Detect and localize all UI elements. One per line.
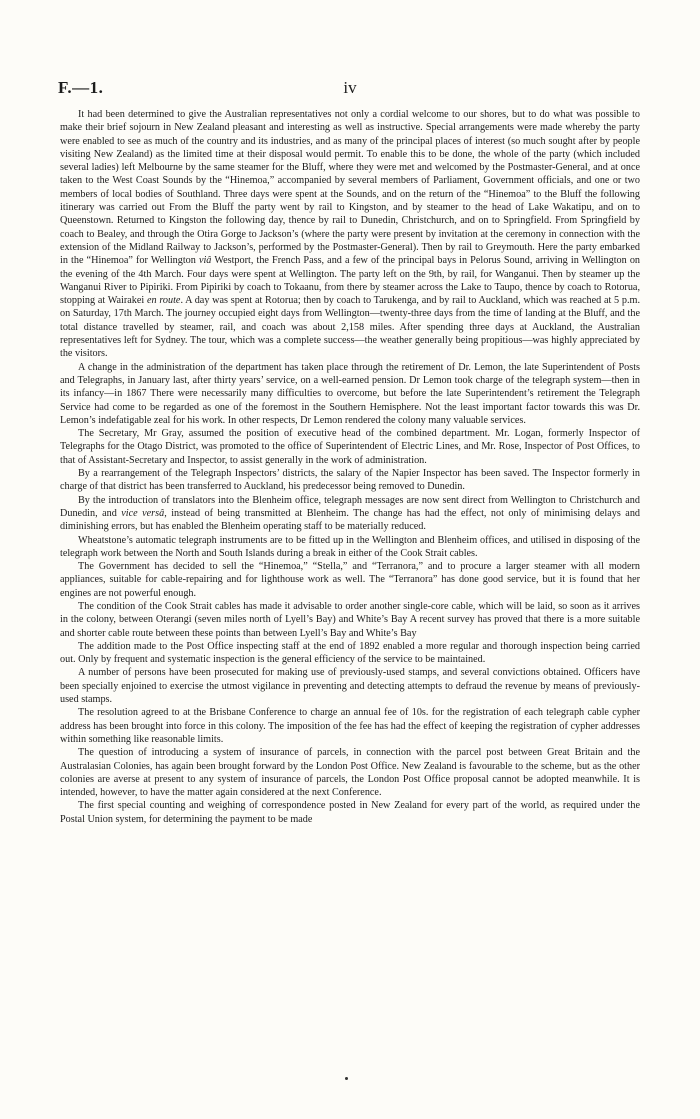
text-run: The resolution agreed to at the Brisbane Conference to charge an annual fee of 10s. for the registration of each telegraph cable cypher address has been brought into force in this colony. The imposition of the fee has had the effect of keeping the registration of cypher addresses within something like reasonable limits. — [60, 707, 640, 745]
text-run: By a rearrangement of the Telegraph Inspectors’ districts, the salary of the Napier Inspector has been saved. The Inspector formerly in charge of that district has been transferred to Auckland, his predecessor being removed to Dunedin. — [60, 468, 640, 493]
paragraph — [60, 534, 640, 561]
italic-text: vice versâ — [121, 507, 165, 519]
ink-speck — [345, 1077, 348, 1080]
paragraph — [60, 361, 640, 427]
text-run: The question of introducing a system of insurance of parcels, in connection with the parcel post between Great Britain and the Australasian Colonies, has again been brought forward by the London Post Office. New Zealand is favourable to the scheme, but as the other colonies are averse at present to any system of insurance of parcels, the London Post Office proposal cannot be adopted meanwhile. It is intended, however, to have the matter again considered at the next Conference. — [60, 747, 640, 799]
paragraph — [60, 494, 640, 534]
text-run: The Secretary, Mr Gray, assumed the position of executive head of the combined department. Mr. Logan, formerly Inspector of Telegraphs for the Otago District, was promoted to the office of Superintendent of Electric Lines, and Mr. Rose, Inspector of Post Offices, to that of Assistant-Secretary and Inspector, to assist generally in the work of administration. — [60, 428, 640, 466]
page-number: iv — [343, 78, 357, 97]
paragraph — [60, 108, 640, 361]
text-run: The Government has decided to sell the “Hinemoa,” “Stella,” and “Terranora,” and to procure a larger steamer with all modern appliances, suitable for cable-repairing and for lighthouse work as well. The “Terranora” has done good service, but it is found that her engines are not powerful enough. — [60, 561, 640, 599]
paragraph — [60, 746, 640, 799]
paragraph — [60, 666, 640, 706]
paragraph — [60, 467, 640, 494]
text-run: The addition made to the Post Office inspecting staff at the end of 1892 enabled a more regular and thorough inspection being carried out. Only by frequent and systematic inspection is the general efficiency of the service to be maintained. — [60, 640, 640, 666]
paragraph — [60, 427, 640, 467]
text-run: It had been determined to give the Australian representatives not only a cordial welcome to our shores, but to do what was possible to make their brief sojourn in New Zealand pleasant and interesting as well as instructive. Special arrangements were made whereby the party were enabled to see as much of the country and its industries, and as many of the principal places of interest (so much sought after by people visiting New Zealand) as the limited time at their disposal would permit. To enable this to be done, the whole of the party (which included several ladies) left Melbourne by the same steamer for the Bluff, where they were met and welcomed by the Postmaster-General, and at once taken to the West Coast Sounds by the “Hinemoa,” accompanied by several members of Parliament, Government officials, and one or two members of local bodies of Southland. Three days were spent at the Sounds, and on the return of the “Hinemoa” to the Bluff the following itinerary was carried out From the Bluff the party went by rail to Kingston, and by steamer to the head of Lake Wakatipu, and on to Queenstown. Returned to Kingston the following day, thence by rail to Dunedin, Christchurch, and on to Springfield. From Springfield by coach to Bealey, and through the Otira Gorge to Jackson’s (where the party were present by invitation at the ceremony in connection with the extension of the Midland Railway to Jackson’s, performed by the Postmaster-General). Then by rail to Greymouth. Here the party embarked in the “Hinemoa” for Wellington — [60, 109, 640, 267]
body-text — [60, 108, 640, 826]
text-run: The first special counting and weighing of correspondence posted in New Zealand for every part of the world, as required under the Postal Union system, for determining the payment to be made — [60, 800, 640, 825]
italic-text: en route — [146, 295, 181, 307]
text-run: Westport, the French Pass, and a few of the principal bays in Pelorus Sound, arriving in Wellington on the evening of the 4th March. Four days were spent at Wellington. The party left on the 9th, by rail, for Wanganui. Then by steamer up the Wanganui River to Pipiriki. From Pipiriki by coach to Tokaanu, from there by steamer across the Lake to Taupo, thence by coach to Rotorua, stopping at Wairakei — [60, 255, 641, 307]
paragraph — [60, 600, 640, 640]
paragraph — [60, 799, 640, 826]
paragraph — [60, 560, 640, 600]
text-run: By the introduction of translators into the Blenheim office, telegraph messages are now sent direct from Wellington to Christchurch and Dunedin, and — [60, 494, 640, 519]
paragraph — [60, 706, 640, 746]
text-run: The condition of the Cook Strait cables has made it advisable to order another single-core cable, which will be laid, so soon as it arrives in the colony, between Oterangi (seven miles north of Lyell’s Bay) and White’s Bay A recent survey has proved that there is a more suitable and shorter cable route between these points than between Lyell’s Bay and White’s Bay — [60, 600, 640, 639]
italic-text: viâ — [198, 255, 212, 267]
text-run: A change in the administration of the department has taken place through the retirement of Dr. Lemon, the late Superintendent of Posts and Telegraphs, in January last, after thirty years’ service, on a well-earned pension. Dr Lemon took charge of the telegraph system—then in its infancy—in 1867 There were necessarily many difficulties to overcome, but before the late Superintendent’s retirement the Telegraph Service had come to be regarded as one of the foremost in the Southern Hemisphere. Not the least important factor towards this was Dr. Lemon’s indefatigable zeal for his work. In other respects, Dr Lemon rendered the colony many valuable services. — [60, 361, 640, 426]
text-run: . A day was spent at Rotorua; then by coach to Tarukenga, and by rail to Auckland, which was reached at 5 p.m. on Saturday, 17th March. The journey occupied eight days from Wellington—twenty-three days from the time of landing at the Bluff, and the total distance travelled by steamer, rail, and coach was about 2,158 miles. After spending three days at Auckland, the Australian representatives left for Sydney. The tour, which was a complete success—the weather generally being propitious—was highly appreciated by the visitors. — [60, 295, 640, 360]
paragraph — [60, 640, 640, 667]
text-run: , instead of being transmitted at Blenheim. The change has had the effect, not only of minimising delays and diminishing errors, but has enabled the Blenheim operating staff to be materially reduced. — [60, 507, 641, 533]
text-run: A number of persons have been prosecuted for making use of previously-used stamps, and several convictions obtained. Officers have been specially enjoined to exercise the utmost vigilance in preventing and detecting attempts to defraud the revenue by means of previously-used stamps. — [60, 667, 640, 706]
text-run: Wheatstone’s automatic telegraph instruments are to be fitted up in the Wellington and Blenheim offices, and utilised in disposing of the telegraph work between the North and South Islands during a break in either of the Cook Strait cables. — [60, 534, 640, 559]
document-code: F.—1. — [58, 78, 104, 97]
